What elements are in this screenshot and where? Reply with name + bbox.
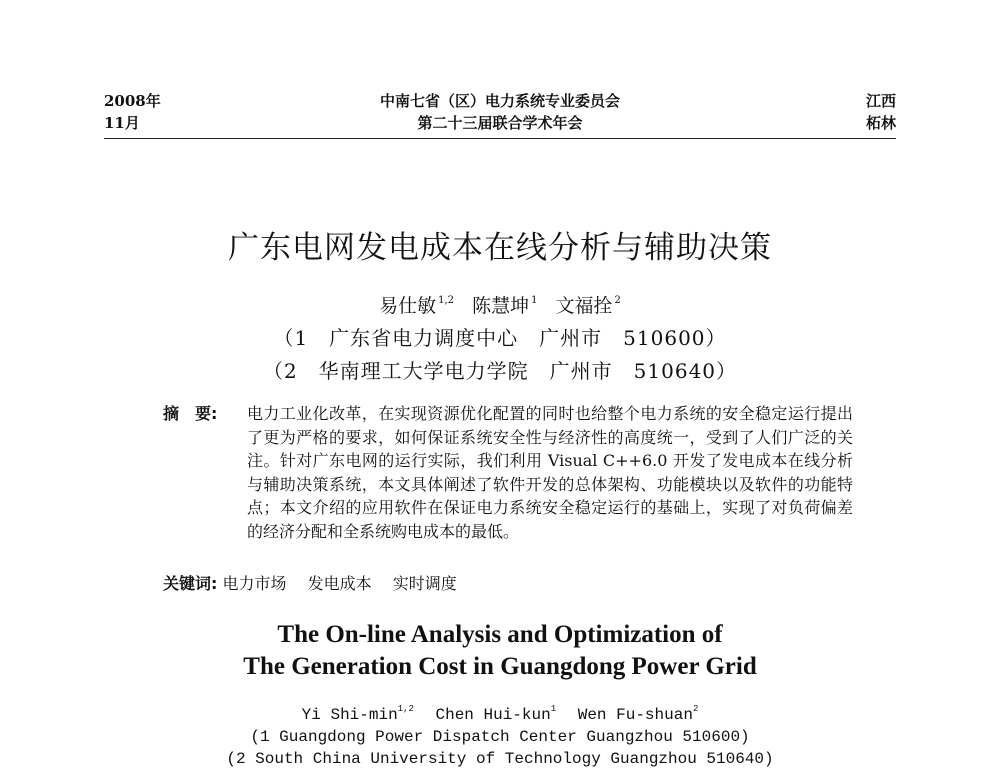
header-month: 11月 bbox=[104, 114, 140, 132]
conference-header bbox=[104, 90, 896, 140]
header-place-line1: 江西 bbox=[865, 92, 896, 110]
keywords-label: 关键词: bbox=[163, 574, 218, 593]
affiliation-cn-2: （2 华南理工大学电力学院 广州市 510640） bbox=[262, 359, 738, 383]
keyword-item: 发电成本 bbox=[307, 574, 372, 593]
affiliation-en-1: (1 Guangdong Power Dispatch Center Guangzhou 510600) bbox=[250, 728, 750, 746]
header-location bbox=[866, 90, 896, 134]
paper-title-cn: 广东电网发电成本在线分析与辅助决策 bbox=[228, 230, 772, 266]
affiliation-cn-1: （1 广东省电力调度中心 广州市 510600） bbox=[273, 326, 727, 350]
paper-title-en-line1: The On-line Analysis and Optimization of bbox=[277, 621, 723, 648]
keywords-block bbox=[163, 572, 473, 595]
author-en-3: Wen Fu-shuan$^2$ bbox=[577, 704, 699, 724]
author-cn-1: 易仕敏 $^{1,2}$ bbox=[379, 295, 455, 317]
affiliation-en-2: (2 South China University of Technology Guangzhou 510640) bbox=[226, 750, 774, 768]
abstract-block bbox=[163, 402, 853, 543]
abstract-label: 摘 要: bbox=[163, 404, 218, 423]
abstract-text: 电力工业化改革，在实现资源优化配置的同时也给整个电力系统的安全稳定运行提出了更为严格的要求，如何保证系统安全性与经济性的高度统一，受到了人们广泛的关注。针对广东电网的运行实际，我们利用 Visual C++6.0 开发了发电成本在线分析与辅助决策系统，本文具体阐述了软件开发的总体架构、功能模块以及软件的功能特点；本文介绍的应用软件在保证电力系统安全稳定运行的基础上，实现了对负荷偏差的经济分配和全系统购电成本的最低。 bbox=[247, 404, 853, 541]
header-org-line1: 中南七省（区）电力系统专业委员会 bbox=[379, 92, 620, 110]
author-cn-3: 文福拴 $^2$ bbox=[555, 295, 621, 317]
header-org-line2: 第二十三届联合学术年会 bbox=[417, 114, 583, 132]
author-cn-2: 陈慧坤 $^1$ bbox=[472, 295, 538, 317]
author-en-1: Yi Shi-$\min^{1,2}$ bbox=[301, 704, 414, 724]
keyword-item: 实时调度 bbox=[392, 574, 457, 593]
header-year: 2008年 bbox=[104, 92, 161, 110]
author-list-cn bbox=[0, 291, 1000, 318]
paper-title-en-line2: The Generation Cost in Guangdong Power Grid bbox=[243, 653, 757, 680]
author-list-en bbox=[0, 704, 1000, 724]
keyword-item: 电力市场 bbox=[222, 574, 287, 593]
header-divider bbox=[104, 138, 896, 139]
header-place-line2: 柘林 bbox=[865, 114, 896, 132]
header-organization bbox=[104, 90, 896, 134]
author-en-2: Chen Hui-kun$^1$ bbox=[435, 704, 557, 724]
